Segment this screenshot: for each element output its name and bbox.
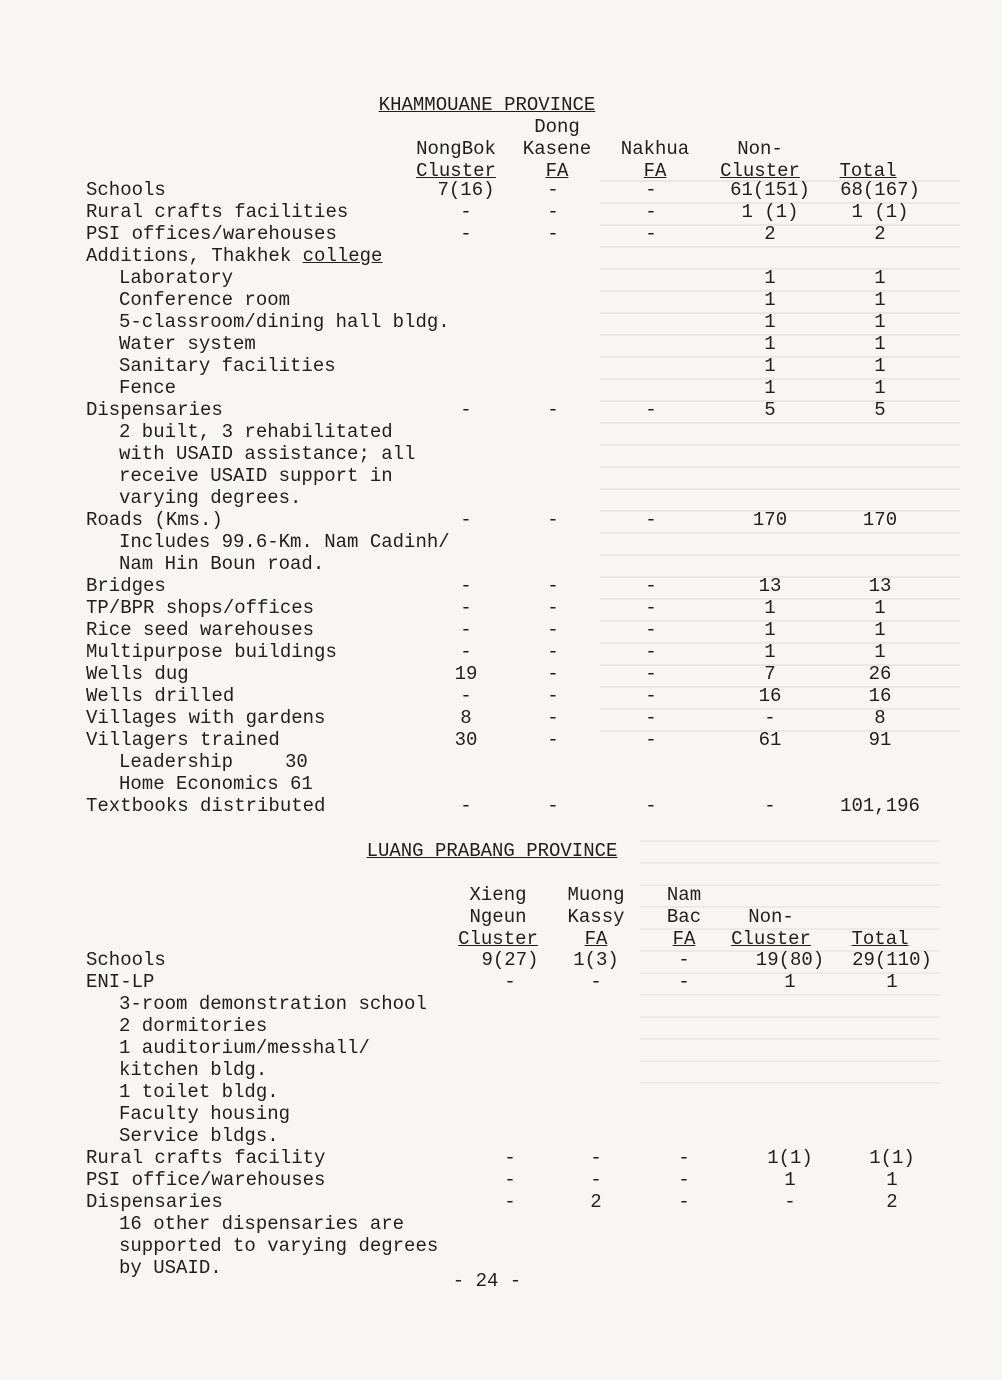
cell-c4: 1 (1) xyxy=(741,201,799,223)
cell-c2: - xyxy=(547,575,559,597)
cell-c5: 1 xyxy=(874,377,886,399)
cell-c4: - xyxy=(784,1191,796,1213)
cell-c2: - xyxy=(590,1169,602,1191)
row-label: Home Economics 61 xyxy=(119,773,313,795)
cell-c3: - xyxy=(645,619,657,641)
header-nambac-line1: Nam xyxy=(666,884,702,906)
cell-c1: 30 xyxy=(454,729,478,751)
khammouane-title: KHAMMOUANE PROVINCE xyxy=(378,94,596,116)
cell-c5: 170 xyxy=(862,509,898,531)
cell-c2: 2 xyxy=(590,1191,602,1213)
cell-c2: - xyxy=(547,663,559,685)
cell-c5: 8 xyxy=(874,707,886,729)
cell-c4: 1 xyxy=(764,333,776,355)
header-total: Total xyxy=(851,928,909,950)
cell-c1: - xyxy=(460,201,472,223)
row-label: 5-classroom/dining hall bldg. xyxy=(119,311,450,333)
cell-c5: 29(110) xyxy=(852,949,932,971)
cell-c2: - xyxy=(547,597,559,619)
row-label: Schools xyxy=(86,179,166,201)
row-label: with USAID assistance; all xyxy=(119,443,416,465)
cell-c5: 1 xyxy=(874,311,886,333)
cell-c2: - xyxy=(547,399,559,421)
header-xieng-line2: Ngeun xyxy=(469,906,527,928)
cell-c4: 1 xyxy=(764,355,776,377)
header-nongbok-line3: Cluster xyxy=(416,160,496,182)
row-label: supported to varying degrees xyxy=(119,1235,439,1257)
cell-c1: - xyxy=(460,641,472,663)
cell-c2: - xyxy=(590,971,602,993)
row-extra-value: 30 xyxy=(285,751,308,773)
cell-c3: - xyxy=(645,597,657,619)
cell-c4: 1 xyxy=(764,377,776,399)
cell-c2: - xyxy=(547,509,559,531)
cell-c1: - xyxy=(460,795,472,817)
cell-c5: 1(1) xyxy=(869,1147,915,1169)
cell-c1: - xyxy=(504,1147,516,1169)
cell-c3: - xyxy=(645,179,657,201)
cell-c5: 101,196 xyxy=(840,795,920,817)
cell-c4: 16 xyxy=(758,685,782,707)
row-label: Rice seed warehouses xyxy=(86,619,315,641)
header-total: Total xyxy=(839,160,897,182)
header-nambac-line2: Bac xyxy=(666,906,702,928)
row-label: receive USAID support in xyxy=(119,465,393,487)
row-label: Dispensaries xyxy=(86,399,223,421)
cell-c3: - xyxy=(645,575,657,597)
header-muong-line3: FA xyxy=(584,928,608,950)
row-label: Fence xyxy=(119,377,177,399)
cell-c5: 26 xyxy=(868,663,892,685)
cell-c5: 16 xyxy=(868,685,892,707)
cell-c4: 170 xyxy=(752,509,788,531)
cell-c5: 5 xyxy=(874,399,886,421)
row-label: Service bldgs. xyxy=(119,1125,279,1147)
cell-c4: 2 xyxy=(764,223,776,245)
cell-c4: 1 xyxy=(764,597,776,619)
cell-c3: - xyxy=(678,1169,690,1191)
row-label: Water system xyxy=(119,333,256,355)
cell-c3: - xyxy=(645,707,657,729)
cell-c5: 1 xyxy=(874,333,886,355)
header-muong-line1: Muong xyxy=(567,884,625,906)
cell-c1: - xyxy=(504,971,516,993)
cell-c2: - xyxy=(547,201,559,223)
row-label: Leadership xyxy=(119,751,234,773)
cell-c4: 19(80) xyxy=(755,949,825,971)
row-label: Faculty housing xyxy=(119,1103,291,1125)
row-label: Bridges xyxy=(86,575,166,597)
row-label: Wells drilled xyxy=(86,685,235,707)
cell-c2: - xyxy=(547,223,559,245)
row-label: Schools xyxy=(86,949,166,971)
cell-c4: 5 xyxy=(764,399,776,421)
cell-c4: 1 xyxy=(784,1169,796,1191)
cell-c2: - xyxy=(547,179,559,201)
row-label: 2 dormitories xyxy=(119,1015,268,1037)
cell-c1: - xyxy=(460,575,472,597)
page-number: - 24 - xyxy=(452,1270,522,1292)
row-label: kitchen bldg. xyxy=(119,1059,268,1081)
cell-c2: - xyxy=(547,619,559,641)
row-label: Textbooks distributed xyxy=(86,795,326,817)
row-label: Laboratory xyxy=(119,267,234,289)
row-label: Rural crafts facilities xyxy=(86,201,349,223)
header-nongbok-line2: NongBok xyxy=(416,138,496,160)
row-label: 1 toilet bldg. xyxy=(119,1081,279,1103)
cell-c4: 1 xyxy=(764,311,776,333)
row-label: Additions, Thakhek college xyxy=(86,245,383,267)
cell-c3: - xyxy=(645,509,657,531)
row-label: Villages with gardens xyxy=(86,707,326,729)
row-label: Conference room xyxy=(119,289,291,311)
row-label: Roads (Kms.) xyxy=(86,509,223,531)
cell-c4: 1 xyxy=(764,641,776,663)
row-label: Rural crafts facility xyxy=(86,1147,326,1169)
cell-c2: 1(3) xyxy=(573,949,619,971)
header-xieng-line3: Cluster xyxy=(458,928,538,950)
underlined-word: college xyxy=(302,245,383,267)
header-noncluster-line3: Cluster xyxy=(720,160,800,182)
header-dong-line3: FA xyxy=(545,160,569,182)
cell-c1: - xyxy=(460,399,472,421)
row-label: 16 other dispensaries are xyxy=(119,1213,405,1235)
cell-c1: 19 xyxy=(454,663,478,685)
cell-c1: - xyxy=(504,1169,516,1191)
cell-c3: - xyxy=(678,971,690,993)
row-label: Wells dug xyxy=(86,663,189,685)
cell-c2: - xyxy=(547,641,559,663)
header-nambac-line3: FA xyxy=(672,928,696,950)
cell-c5: 1 xyxy=(874,289,886,311)
cell-c1: 8 xyxy=(460,707,472,729)
cell-c4: 1 xyxy=(764,619,776,641)
row-label: 2 built, 3 rehabilitated xyxy=(119,421,393,443)
cell-c5: 1 xyxy=(886,971,898,993)
cell-c1: - xyxy=(460,685,472,707)
header-noncluster-line2: Non- xyxy=(748,906,794,928)
cell-c1: - xyxy=(460,509,472,531)
cell-c5: 1 xyxy=(874,597,886,619)
row-label: Villagers trained xyxy=(86,729,280,751)
row-label: Multipurpose buildings xyxy=(86,641,337,663)
cell-c5: 13 xyxy=(868,575,892,597)
cell-c5: 68(167) xyxy=(840,179,920,201)
cell-c3: - xyxy=(678,1147,690,1169)
cell-c4: - xyxy=(764,707,776,729)
cell-c4: 7 xyxy=(764,663,776,685)
cell-c5: 91 xyxy=(868,729,892,751)
cell-c5: 2 xyxy=(886,1191,898,1213)
cell-c3: - xyxy=(645,795,657,817)
row-label: Dispensaries xyxy=(86,1191,223,1213)
row-label: ENI-LP xyxy=(86,971,155,993)
cell-c1: - xyxy=(504,1191,516,1213)
cell-c3: - xyxy=(645,399,657,421)
row-label: 3-room demonstration school xyxy=(119,993,427,1015)
cell-c5: 2 xyxy=(874,223,886,245)
header-xieng-line1: Xieng xyxy=(469,884,527,906)
cell-c3: - xyxy=(645,641,657,663)
cell-c3: - xyxy=(678,1191,690,1213)
cell-c2: - xyxy=(547,795,559,817)
cell-c3: - xyxy=(678,949,690,971)
cell-c5: 1 (1) xyxy=(851,201,909,223)
cell-c5: 1 xyxy=(874,619,886,641)
cell-c4: 13 xyxy=(758,575,782,597)
cell-c1: 7(16) xyxy=(437,179,495,201)
row-label: PSI offices/warehouses xyxy=(86,223,337,245)
cell-c3: - xyxy=(645,663,657,685)
header-dong-line2: Kasene xyxy=(522,138,592,160)
cell-c1: 9(27) xyxy=(481,949,539,971)
cell-c3: - xyxy=(645,223,657,245)
cell-c1: - xyxy=(460,223,472,245)
cell-c1: - xyxy=(460,619,472,641)
cell-c5: 1 xyxy=(886,1169,898,1191)
row-label: Sanitary facilities xyxy=(119,355,336,377)
cell-c4: 1 xyxy=(784,971,796,993)
luangprabang-title: LUANG PRABANG PROVINCE xyxy=(366,840,618,862)
header-noncluster-line3: Cluster xyxy=(731,928,811,950)
cell-c4: 1 xyxy=(764,267,776,289)
header-dong-line1: Dong xyxy=(534,116,580,138)
cell-c4: 61(151) xyxy=(730,179,810,201)
cell-c3: - xyxy=(645,685,657,707)
cell-c2: - xyxy=(590,1147,602,1169)
row-label: Nam Hin Boun road. xyxy=(119,553,325,575)
header-nakhua-line2: Nakhua xyxy=(620,138,690,160)
row-label: PSI office/warehouses xyxy=(86,1169,326,1191)
cell-c2: - xyxy=(547,707,559,729)
header-muong-line2: Kassy xyxy=(567,906,625,928)
row-label: varying degrees. xyxy=(119,487,302,509)
cell-c2: - xyxy=(547,685,559,707)
cell-c4: 61 xyxy=(758,729,782,751)
header-noncluster-line2: Non- xyxy=(737,138,783,160)
cell-c4: - xyxy=(764,795,776,817)
row-label: TP/BPR shops/offices xyxy=(86,597,315,619)
cell-c3: - xyxy=(645,729,657,751)
cell-c1: - xyxy=(460,597,472,619)
row-label: Includes 99.6-Km. Nam Cadinh/ xyxy=(119,531,450,553)
header-nakhua-line3: FA xyxy=(643,160,667,182)
row-label: 1 auditorium/messhall/ xyxy=(119,1037,370,1059)
cell-c4: 1 xyxy=(764,289,776,311)
row-label: by USAID. xyxy=(119,1257,222,1279)
cell-c5: 1 xyxy=(874,267,886,289)
cell-c2: - xyxy=(547,729,559,751)
cell-c5: 1 xyxy=(874,641,886,663)
cell-c3: - xyxy=(645,201,657,223)
cell-c5: 1 xyxy=(874,355,886,377)
cell-c4: 1(1) xyxy=(767,1147,813,1169)
